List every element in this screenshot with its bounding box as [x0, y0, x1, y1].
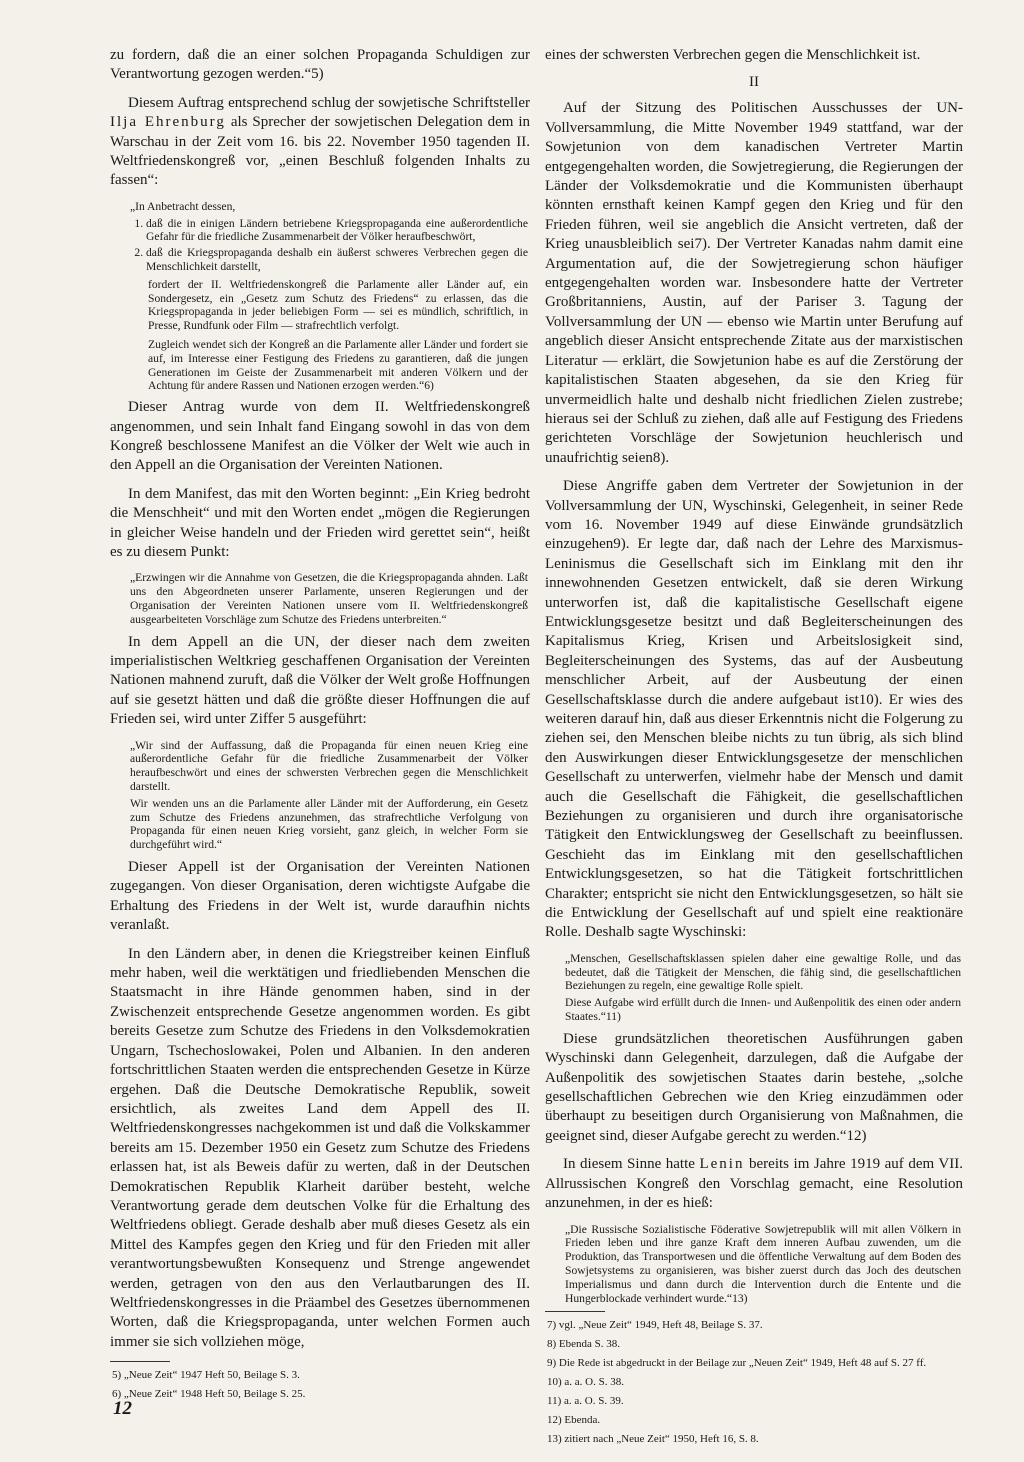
- left-column: [110, 46, 530, 1406]
- footnote-divider: [545, 1311, 605, 1312]
- footnotes: [112, 1368, 530, 1402]
- quote: Diese Aufgabe wird erfüllt durch die Innen- und Außenpolitik des einen oder andern Staates.“11): [565, 996, 961, 1024]
- author-name: Ilja Ehrenburg: [110, 114, 226, 131]
- quote: „Erzwingen wir die Annahme von Gesetzen, die die Kriegspropaganda ahnden. Laßt uns den Abgeordneten unserer Parlamente, unseren Regierungen und der Organisation der Vereinten Nationen unsere vom II. Weltfriedenskongreß ausgearbeiteten Vorschläge zum Schutze des Friedens unterbreiten.“: [130, 571, 528, 626]
- quote: „Menschen, Gesellschaftsklassen spielen daher eine gewaltige Rolle, und das bedeutet, daß die Tätigkeit der Menschen, die fähig sind, die gesellschaftlichen Beziehungen zu regeln, eine gewaltige Rolle spielt.: [565, 951, 961, 993]
- paragraph: Dieser Appell ist der Organisation der Vereinten Nationen zugegangen. Von dieser Organisation, deren wichtigste Aufgabe die Erhaltung des Friedens in der Welt ist, wurde daraufhin nichts veranlaßt.: [110, 859, 530, 934]
- right-column: [545, 46, 963, 1451]
- paragraph: zu fordern, daß die an einer solchen Propaganda Schuldigen zur Verantwortung gezogen werden.“5): [110, 47, 530, 83]
- paragraph: Diese grundsätzlichen theoretischen Ausführungen gaben Wyschinski dann Gelegenheit, darzulegen, daß die Aufgabe der Außenpolitik des sowjetischen Staates darin bestehe, „solche gesellschaftlichen Gebrechen wie den Krieg einzudämmen oder überhaupt zu beseitigen durch Organisierung von Maßnahmen, die geeignet sind, dieser Aufgabe gerecht zu werden.“12): [545, 1030, 963, 1144]
- footnote: 12) Ebenda.: [547, 1414, 601, 1427]
- quote: Wir wenden uns an die Parlamente aller Länder mit der Aufforderung, ein Gesetz zum Schutze des Friedens anzunehmen, das strafrechtliche Verfolgung von Propaganda für einen neuen Krieg vorsieht, ganz gleich, in welcher Form sie durchgeführt wird.“: [130, 796, 528, 852]
- footnote: 11) a. a. O. S. 39.: [547, 1395, 624, 1408]
- footnotes: [547, 1318, 963, 1447]
- quote-list: [110, 217, 530, 274]
- list-item: 2. daß die Kriegspropaganda deshalb ein äußerst schweres Verbrechen gegen die Menschlichkeit darstellt,: [146, 246, 528, 274]
- footnote: 9) Die Rede ist abgedruckt in der Beilage zur „Neuen Zeit“ 1949, Heft 48 auf S. 27 ff.: [547, 1357, 927, 1370]
- page-number: 12: [113, 1398, 132, 1419]
- section-heading: II: [749, 74, 759, 91]
- footnote: 13) zitiert nach „Neue Zeit“ 1950, Heft 16, S. 8.: [547, 1433, 759, 1446]
- quote: Zugleich wendet sich der Kongreß an die Parlamente aller Länder und fordert sie auf, im Interesse einer Festigung des Friedens zu garantieren, daß die jungen Generationen im Geiste der Zusammenarbeit mit anderen Völkern und der Achtung für andere Rassen und Nationen erzogen werden.“6): [148, 338, 528, 393]
- footnote: 6) „Neue Zeit“ 1948 Heft 50, Beilage S. 25.: [112, 1388, 306, 1401]
- quote-intro: „In Anbetracht dessen,: [130, 199, 236, 213]
- paragraph: Dieser Antrag wurde von dem II. Weltfriedenskongreß angenommen, und sein Inhalt fand Eingang sowohl in das von dem Kongreß beschlossene Manifest an die Völker der Welt wie auch in den Appell an die Organisation der Vereinten Nationen.: [110, 399, 530, 474]
- footnote: 7) vgl. „Neue Zeit“ 1949, Heft 48, Beilage S. 37.: [547, 1319, 763, 1332]
- paragraph: In den Ländern aber, in denen die Kriegstreiber keinen Einfluß mehr haben, weil die werktätigen und friedliebenden Menschen die Staatsmacht in ihre Hände genommen haben, sind in der Zwischenzeit entsprechende Gesetze angenommen worden. Es gibt bereits Gesetze zum Schutze des Friedens in den Volksdemokratien Ungarn, Tschechoslowakei, Polen und Albanien. In den anderen fortschrittlichen Staaten werden die entsprechenden Gesetze in Kürze ergehen. Daß die Deutsche Demokratische Republik, soweit ersichtlich, als zweites Land dem Appell des II. Weltfriedenskongresses nachgekommen ist und daß die Volkskammer bereits am 15. Dezember 1950 ein Gesetz zum Schutze des Friedens erlassen hat, ist als Beweis dafür zu werten, daß in der Deutschen Demokratischen Republik Klarheit darüber besteht, welche Verantwortung gerade dem deutschen Volke für die Erhaltung des Weltfriedens obliegt. Gerade deshalb aber muß dieses Gesetz als ein Mittel des Kampfes gegen den Krieg und für den Frieden mit aller verantwortungsbewußten Konsequenz und Strenge angewendet werden, getragen von den aus den Verlautbarungen des II. Weltfriedenskongresses in die Präambel des Gesetzes übernommenen Worten, daß die Kriegspropaganda, unter welchen Formen auch immer sie sich vollziehen möge,: [110, 945, 530, 1350]
- footnote-divider: [110, 1361, 170, 1362]
- footnote: 10) a. a. O. S. 38.: [547, 1376, 624, 1389]
- paragraph: In dem Manifest, das mit den Worten beginnt: „Ein Krieg bedroht die Menschheit“ und mit den Worten endet „mögen die Regierungen in gleicher Weise handeln und der Frieden wird gerettet sein“, heißt es zu diesem Punkt:: [110, 485, 530, 561]
- paragraph: Auf der Sitzung des Politischen Ausschusses der UN-Vollversammlung, die Mitte November 1949 stattfand, war der Sowjetunion von dem kanadischen Vertreter Martin entgegengehalten worden, die Sowjetregierung, die Regierungen der Länder der Volksdemokratie und die Kommunisten überhaupt könnten ernsthaft keinen Kampf gegen den Krieg und für den Frieden führen, weil sie angeblich die Ansicht vertreten, daß der Krieg unausbleiblich sei7). Der Vertreter Kanadas nahm damit eine Argumentation auf, die der Sowjetregierung schon häufiger entgegengehalten worden war. Insbesondere hatte der Vertreter Großbritanniens, Austin, auf der Pariser 3. Tagung der Vollversammlung der UN — ebenso wie Martin unter Berufung auf angeblich dieser Ansicht entsprechende Zitate aus der marxistischen Literatur — erklärt, die Sowjetunion habe es auf die Zerstörung der kapitalistischen Staaten abgesehen, da sie den Krieg für unvermeidlich halte und deshalb nicht friedlichen Zielen zustrebe; hieraus sei der Schluß zu ziehen, daß alle auf Festigung des Friedens gerichteten Vorschläge der Sowjetunion heuchlerisch und unaufrichtig seien8).: [545, 100, 963, 466]
- quote: „Die Russische Sozialistische Föderative Sowjetrepublik will mit allen Völkern in Frieden leben und ihre ganze Kraft dem inneren Aufbau zuwenden, um die Produktion, das Transportwesen und die öffentliche Verwaltung auf dem Boden des Sowjetsystems zu organisieren, was bisher zuerst durch das Joch des deutschen Imperialismus und dann durch die Intervention durch die Entente und die Hungerblockade verhindert wurde.“13): [565, 1222, 961, 1305]
- person-name: Lenin: [699, 1156, 745, 1173]
- paragraph: eines der schwersten Verbrechen gegen die Menschlichkeit ist.: [545, 47, 921, 63]
- paragraph: Diese Angriffe gaben dem Vertreter der Sowjetunion in der Vollversammlung der UN, Wyschinski, Gelegenheit, in seiner Rede vom 16. November 1949 auf diese Einwände grundsätzlich einzugehen9). Er legte dar, daß nach der Lehre des Marxismus-Leninismus die Gesellschaft sich im Einklang mit den ihr innewohnenden Gesetzen entwickelt, daß sie deren Wirkung unterworfen ist, daß die kapitalistische Gesellschaft eigene Entwicklungsgesetze besitzt und daß Begleiterscheinungen des Kapitalismus Krieg, Krisen und Arbeitslosigkeit sind, Begleiterscheinungen des Systems, das auf der Ausbeutung menschlicher Arbeit, auf der Ausbeutung der einen Gesellschaftsklasse durch die andere aufgebaut ist10). Er wies des weiteren darauf hin, daß aus dieser Erkenntnis nicht die Folgerung zu ziehen sei, den Menschen bleibe nichts zu tun übrig, als sich blind den Auswirkungen dieser Entwicklungsgesetze der menschlichen Gesellschaft zu unterwerfen, vielmehr habe der Mensch und damit auch die Gesellschaft die Fähigkeit, die gesellschaftlichen Beziehungen zu organisieren und durch ihre organisatorische Tätigkeit den Entwicklungsweg der Gesellschaft zu beeinflussen. Geschieht das im Einklang mit den gesellschaftlichen Entwicklungsgesetzen, so hat die Tätigkeit fortschrittlichen Charakter; entspricht sie nicht den Entwicklungsgesetzen, so hält sie die Entwicklung der Gesellschaft auf und spielt eine reaktionäre Rolle. Deshalb sagte Wyschinski:: [545, 478, 963, 941]
- paragraph: In diesem Sinne hatte Lenin bereits im Jahre 1919 auf dem VII. Allrussischen Kongreß den Vorschlag gemacht, eine Resolution anzunehmen, in der es hieß:: [545, 1156, 963, 1212]
- footnote: 5) „Neue Zeit“ 1947 Heft 50, Beilage S. 3.: [112, 1369, 300, 1382]
- paragraph: In dem Appell an die UN, der dieser nach dem zweiten imperialistischen Weltkrieg geschaffenen Organisation der Vereinten Nationen mahnend zuruft, daß die Völker der Welt große Hoffnungen auf sie gesetzt hätten und daß die größte dieser Hoffnungen die auf Frieden sei, wird unter Ziffer 5 ausgeführt:: [110, 633, 530, 728]
- quote: „Wir sind der Auffassung, daß die Propaganda für einen neuen Krieg eine außerordentliche Gefahr für die friedliche Zusammenarbeit der Völker heraufbeschwört und eines der schwersten Verbrechen gegen die Menschlichkeit darstellt.: [130, 738, 528, 794]
- quote: fordert der II. Weltfriedenskongreß die Parlamente aller Länder auf, ein Sondergesetz, ein „Gesetz zum Schutz des Friedens“ zu erlassen, das die Kriegspropaganda in jeder beliebigen Form — sei es mündlich, schriftlich, in Presse, Rundfunk oder Film — strafrechtlich verfolgt.: [148, 277, 528, 333]
- footnote: 8) Ebenda S. 38.: [547, 1338, 621, 1351]
- list-item: 1. daß die in einigen Ländern betriebene Kriegspropaganda eine außerordentliche Gefahr für die friedliche Zusammenarbeit der Völker heraufbeschwört,: [146, 217, 528, 245]
- paragraph: Diesem Auftrag entsprechend schlug der sowjetische Schriftsteller Ilja Ehrenburg als Sprecher der sowjetischen Delegation dem in Warschau in der Zeit vom 16. bis 22. November 1950 tagenden II. Weltfriedenskongreß vor, „einen Beschluß folgenden Inhalts zu fassen“:: [110, 94, 531, 189]
